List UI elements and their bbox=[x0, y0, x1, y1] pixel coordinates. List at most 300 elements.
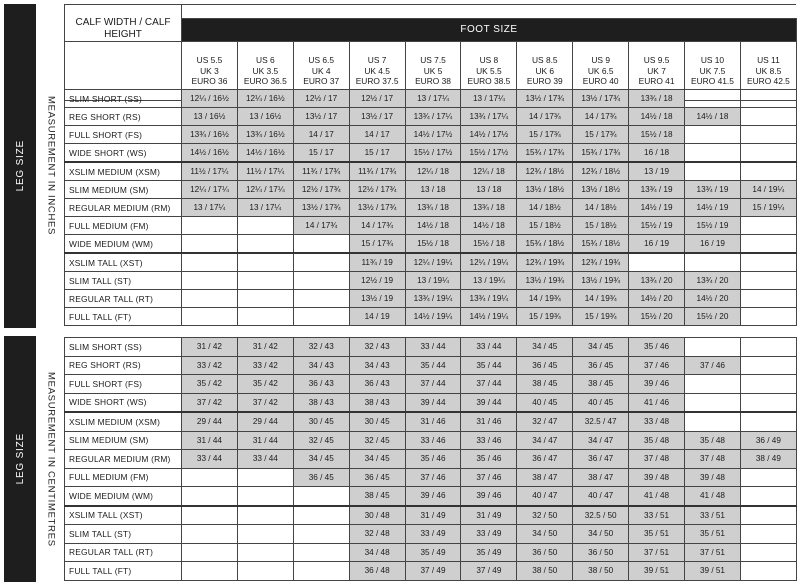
row-label: FULL TALL (FT) bbox=[65, 308, 182, 326]
table-cell: 36 / 48 bbox=[349, 562, 405, 581]
table-cell: 15½ / 20 bbox=[685, 308, 741, 326]
table-cell: 39 / 46 bbox=[405, 487, 461, 506]
size-uk: UK 3 bbox=[200, 65, 219, 76]
table-cell: 14 / 18½ bbox=[517, 199, 573, 217]
size-euro: EURO 42.5 bbox=[747, 76, 790, 87]
table-row bbox=[65, 412, 797, 431]
table-cell: 13½ / 19¾ bbox=[573, 272, 629, 290]
table-cell: 13¾ / 19¼ bbox=[461, 290, 517, 308]
table-cell: 35 / 44 bbox=[405, 356, 461, 375]
leg-size-bar-inches bbox=[4, 4, 36, 328]
table-cell bbox=[237, 468, 293, 487]
table-cell: 11¾ / 17¾ bbox=[349, 162, 405, 181]
size-uk: UK 8.5 bbox=[755, 65, 782, 76]
table-cell: 13½ / 17¾ bbox=[293, 199, 349, 217]
table-cell: 13½ / 17¾ bbox=[349, 199, 405, 217]
table-cell: 15½ / 17½ bbox=[461, 144, 517, 163]
table-cell: 15¾ / 18½ bbox=[517, 235, 573, 254]
table-cell: 34 / 43 bbox=[293, 356, 349, 375]
table-cell: 13 / 19¼ bbox=[405, 272, 461, 290]
table-cell: 35 / 48 bbox=[629, 431, 685, 450]
table-cell: 14 / 18½ bbox=[573, 199, 629, 217]
row-label: REGULAR MEDIUM (RM) bbox=[65, 199, 182, 217]
table-cell: 13¾ / 19 bbox=[685, 181, 741, 199]
table-cell: 15¾ / 17¾ bbox=[517, 144, 573, 163]
table-cell: 12½ / 17 bbox=[349, 90, 405, 108]
size-euro: EURO 37 bbox=[303, 76, 340, 87]
table-cell: 15 / 17¾ bbox=[517, 126, 573, 144]
table-cell: 14½ / 18 bbox=[405, 217, 461, 235]
table-cell: 41 / 46 bbox=[629, 393, 685, 412]
leg-size-label: LEG SIZE bbox=[14, 433, 26, 485]
table-cell: 14½ / 16½ bbox=[237, 144, 293, 163]
table-cell: 31 / 46 bbox=[461, 412, 517, 431]
table-cell: 34 / 45 bbox=[517, 338, 573, 357]
table-cell: 34 / 45 bbox=[573, 338, 629, 357]
table-cell: 39 / 51 bbox=[629, 562, 685, 581]
table-cell: 16 / 19 bbox=[629, 235, 685, 254]
table-cell: 38 / 45 bbox=[349, 487, 405, 506]
table-cell bbox=[182, 543, 238, 562]
row-label: FULL MEDIUM (FM) bbox=[65, 468, 182, 487]
table-cell bbox=[740, 235, 796, 254]
table-row bbox=[65, 338, 797, 357]
size-euro: EURO 36 bbox=[191, 76, 228, 87]
size-us: US 7 bbox=[367, 55, 387, 66]
table-cell bbox=[740, 90, 796, 108]
size-us: US 8 bbox=[479, 55, 499, 66]
table-cell bbox=[182, 487, 238, 506]
table-cell: 36 / 45 bbox=[517, 356, 573, 375]
row-label: REG SHORT (RS) bbox=[65, 108, 182, 126]
table-cell: 15 / 17 bbox=[349, 144, 405, 163]
table-cell: 39 / 44 bbox=[405, 393, 461, 412]
size-us: US 8.5 bbox=[531, 55, 558, 66]
table-cell bbox=[740, 506, 796, 525]
table-cell: 13 / 18 bbox=[461, 181, 517, 199]
table-cell: 11½ / 17¼ bbox=[182, 162, 238, 181]
table-cell: 15½ / 17½ bbox=[405, 144, 461, 163]
table-cell: 13½ / 17¾ bbox=[517, 90, 573, 108]
table-cell bbox=[629, 253, 685, 272]
table-cell: 13 / 17¼ bbox=[461, 90, 517, 108]
table-cell bbox=[740, 308, 796, 326]
table-cell: 37 / 46 bbox=[461, 468, 517, 487]
table-cell: 15 / 18½ bbox=[517, 217, 573, 235]
row-label: WIDE SHORT (WS) bbox=[65, 144, 182, 163]
table-cell: 31 / 49 bbox=[461, 506, 517, 525]
size-us: US 10 bbox=[700, 55, 725, 66]
table-cell bbox=[740, 525, 796, 544]
table-cell bbox=[182, 235, 238, 254]
table-cell: 36 / 50 bbox=[517, 543, 573, 562]
table-cell: 11¾ / 17¾ bbox=[293, 162, 349, 181]
table-cell: 13¾ / 19 bbox=[629, 181, 685, 199]
table-cell: 13¾ / 18 bbox=[405, 199, 461, 217]
table-cell: 12¾ / 18½ bbox=[573, 162, 629, 181]
table-cell bbox=[685, 126, 741, 144]
table-row bbox=[65, 562, 797, 581]
table-cell: 32 / 48 bbox=[349, 525, 405, 544]
size-chart bbox=[4, 4, 796, 582]
table-row bbox=[65, 506, 797, 525]
table-cell: 39 / 48 bbox=[629, 468, 685, 487]
table-row bbox=[65, 199, 797, 217]
table-cell: 13 / 16½ bbox=[182, 108, 238, 126]
table-cell: 13¾ / 16½ bbox=[237, 126, 293, 144]
table-cell: 35 / 51 bbox=[629, 525, 685, 544]
table-cell: 30 / 45 bbox=[293, 412, 349, 431]
table-cell: 15½ / 18 bbox=[461, 235, 517, 254]
size-euro: EURO 40 bbox=[582, 76, 619, 87]
table-cell: 14½ / 16½ bbox=[182, 144, 238, 163]
table-cell: 14 / 19 bbox=[349, 308, 405, 326]
table-cell: 15¾ / 18½ bbox=[573, 235, 629, 254]
table-cell: 35 / 46 bbox=[461, 450, 517, 469]
table-cell bbox=[740, 562, 796, 581]
table-cell: 13 / 19 bbox=[629, 162, 685, 181]
table-cell: 13 / 19¼ bbox=[461, 272, 517, 290]
size-euro: EURO 41.5 bbox=[691, 76, 734, 87]
table-cell: 14½ / 18 bbox=[629, 108, 685, 126]
table-cell: 38 / 47 bbox=[573, 468, 629, 487]
table-cell bbox=[237, 235, 293, 254]
table-cell: 37 / 42 bbox=[237, 393, 293, 412]
table-row bbox=[65, 108, 797, 126]
measurement-inches-panel bbox=[38, 4, 64, 328]
table-cell: 15½ / 18 bbox=[629, 126, 685, 144]
table-cell: 14½ / 18 bbox=[461, 217, 517, 235]
size-us: US 6 bbox=[256, 55, 275, 66]
table-cell bbox=[182, 290, 238, 308]
table-cell bbox=[740, 272, 796, 290]
table-cell: 13½ / 17 bbox=[293, 108, 349, 126]
table-cell: 15 / 17¾ bbox=[573, 126, 629, 144]
table-cell: 38 / 43 bbox=[293, 393, 349, 412]
table-cell: 36 / 43 bbox=[293, 375, 349, 394]
table-cell: 36 / 45 bbox=[573, 356, 629, 375]
table-cell bbox=[293, 543, 349, 562]
row-label: SLIM TALL (ST) bbox=[65, 272, 182, 290]
table-cell: 12¼ / 17¼ bbox=[182, 181, 238, 199]
table-cell: 15 / 17¾ bbox=[349, 235, 405, 254]
table-cell: 37 / 48 bbox=[629, 450, 685, 469]
table-cell: 15¾ / 17¾ bbox=[573, 144, 629, 163]
table-cell bbox=[237, 487, 293, 506]
table-cell: 34 / 45 bbox=[293, 450, 349, 469]
table-cell: 12¾ / 19¾ bbox=[573, 253, 629, 272]
table-cell bbox=[293, 290, 349, 308]
table-cell: 37 / 46 bbox=[405, 468, 461, 487]
table-cell: 14½ / 17½ bbox=[405, 126, 461, 144]
table-cell: 35 / 46 bbox=[629, 338, 685, 357]
leg-size-label: LEG SIZE bbox=[14, 140, 26, 192]
table-cell: 32 / 50 bbox=[517, 506, 573, 525]
table-cell bbox=[182, 308, 238, 326]
table-cell: 16 / 18 bbox=[629, 144, 685, 163]
size-us: US 5.5 bbox=[196, 55, 223, 66]
table-cell bbox=[182, 525, 238, 544]
table-cell: 13 / 17¼ bbox=[182, 199, 238, 217]
table-cell bbox=[685, 375, 741, 394]
table-cell: 14 / 17 bbox=[293, 126, 349, 144]
size-us: US 7.5 bbox=[420, 55, 446, 66]
table-cell: 12½ / 19 bbox=[349, 272, 405, 290]
table-cell: 36 / 49 bbox=[740, 431, 796, 450]
table-cell: 15½ / 19 bbox=[685, 217, 741, 235]
size-euro: EURO 41 bbox=[638, 76, 675, 87]
table-cell: 32 / 43 bbox=[293, 338, 349, 357]
table-cell: 31 / 44 bbox=[182, 431, 238, 450]
table-cell bbox=[740, 468, 796, 487]
table-row bbox=[65, 126, 797, 144]
table-cell: 38 / 50 bbox=[517, 562, 573, 581]
table-row bbox=[65, 308, 797, 326]
table-cell: 13¾ / 16½ bbox=[182, 126, 238, 144]
size-uk: UK 6.5 bbox=[587, 65, 614, 76]
table-cell bbox=[293, 235, 349, 254]
table-cell bbox=[740, 356, 796, 375]
table-cell: 31 / 42 bbox=[182, 338, 238, 357]
measurement-cms-panel bbox=[38, 336, 64, 582]
table-cell: 12½ / 17¾ bbox=[293, 181, 349, 199]
row-label: WIDE MEDIUM (WM) bbox=[65, 235, 182, 254]
table-cell: 13¾ / 20 bbox=[629, 272, 685, 290]
table-cell: 14 / 17¾ bbox=[293, 217, 349, 235]
table-cell: 35 / 42 bbox=[237, 375, 293, 394]
table-cell: 33 / 44 bbox=[461, 338, 517, 357]
table-cell: 12¼ / 19¼ bbox=[461, 253, 517, 272]
table-cell bbox=[182, 506, 238, 525]
row-label: SLIM SHORT (SS) bbox=[65, 338, 182, 357]
table-cell: 13½ / 17 bbox=[349, 108, 405, 126]
table-cell: 12¼ / 17¼ bbox=[237, 181, 293, 199]
table-row bbox=[65, 487, 797, 506]
table-cell: 14½ / 20 bbox=[685, 290, 741, 308]
table-cell: 15 / 19¾ bbox=[573, 308, 629, 326]
table-cell: 33 / 44 bbox=[405, 338, 461, 357]
table-cell: 32 / 47 bbox=[517, 412, 573, 431]
table-cell: 15 / 17 bbox=[293, 144, 349, 163]
table-cell bbox=[293, 506, 349, 525]
table-row bbox=[65, 144, 797, 163]
table-cell: 32.5 / 47 bbox=[573, 412, 629, 431]
cms-table bbox=[64, 337, 797, 581]
table-cell: 33 / 49 bbox=[405, 525, 461, 544]
table-cell: 39 / 44 bbox=[461, 393, 517, 412]
table-cell bbox=[182, 217, 238, 235]
table-row bbox=[65, 450, 797, 469]
table-cell: 34 / 47 bbox=[573, 431, 629, 450]
table-cell: 14½ / 19¼ bbox=[461, 308, 517, 326]
table-cell: 35 / 49 bbox=[461, 543, 517, 562]
row-label: REG SHORT (RS) bbox=[65, 356, 182, 375]
table-cell: 15 / 19¾ bbox=[517, 308, 573, 326]
table-cell: 36 / 47 bbox=[573, 450, 629, 469]
table-cell: 14 / 17¾ bbox=[349, 217, 405, 235]
table-cell bbox=[740, 375, 796, 394]
table-cell: 33 / 46 bbox=[405, 431, 461, 450]
table-cell bbox=[685, 338, 741, 357]
table-cell bbox=[237, 525, 293, 544]
measurement-cms-label: MEASUREMENT IN CENTIMETRES bbox=[45, 371, 57, 547]
table-cell: 13¾ / 17¼ bbox=[461, 108, 517, 126]
table-cell: 14½ / 18 bbox=[685, 108, 741, 126]
size-us: US 9.5 bbox=[643, 55, 670, 66]
table-cell bbox=[685, 393, 741, 412]
table-row bbox=[65, 162, 797, 181]
table-cell: 12¼ / 16½ bbox=[237, 90, 293, 108]
table-cell bbox=[685, 253, 741, 272]
row-label: REGULAR MEDIUM (RM) bbox=[65, 450, 182, 469]
measurement-inches-label: MEASUREMENT IN INCHES bbox=[45, 96, 57, 236]
table-cell: 14½ / 20 bbox=[629, 290, 685, 308]
table-cell: 13 / 17¼ bbox=[405, 90, 461, 108]
table-cell: 35 / 49 bbox=[405, 543, 461, 562]
table-cell: 40 / 47 bbox=[573, 487, 629, 506]
table-cell: 31 / 42 bbox=[237, 338, 293, 357]
table-cell: 13¾ / 19¼ bbox=[405, 290, 461, 308]
row-label: XSLIM TALL (XST) bbox=[65, 253, 182, 272]
table-cell: 16 / 19 bbox=[685, 235, 741, 254]
table-cell: 38 / 45 bbox=[517, 375, 573, 394]
table-cell: 31 / 44 bbox=[237, 431, 293, 450]
table-cell bbox=[237, 217, 293, 235]
table-cell: 38 / 43 bbox=[349, 393, 405, 412]
size-euro: EURO 39 bbox=[526, 76, 563, 87]
table-cell: 33 / 42 bbox=[182, 356, 238, 375]
row-label: SLIM TALL (ST) bbox=[65, 525, 182, 544]
table-cell: 31 / 46 bbox=[405, 412, 461, 431]
table-cell: 13½ / 18½ bbox=[517, 181, 573, 199]
table-cell bbox=[237, 308, 293, 326]
inches-table bbox=[64, 89, 797, 326]
table-cell: 13½ / 19 bbox=[349, 290, 405, 308]
table-cell: 40 / 47 bbox=[517, 487, 573, 506]
table-cell bbox=[740, 162, 796, 181]
table-row bbox=[65, 290, 797, 308]
table-cell bbox=[293, 308, 349, 326]
table-row bbox=[65, 181, 797, 199]
table-cell: 36 / 45 bbox=[349, 468, 405, 487]
size-euro: EURO 37.5 bbox=[355, 76, 399, 87]
table-cell bbox=[740, 412, 796, 431]
table-cell: 37 / 48 bbox=[685, 450, 741, 469]
table-cell bbox=[237, 506, 293, 525]
table-cell: 14½ / 17½ bbox=[461, 126, 517, 144]
table-cell: 33 / 51 bbox=[685, 506, 741, 525]
row-label: FULL MEDIUM (FM) bbox=[65, 217, 182, 235]
table-cell: 29 / 44 bbox=[182, 412, 238, 431]
table-cell: 37 / 51 bbox=[685, 543, 741, 562]
section-gap bbox=[4, 330, 796, 336]
header-table bbox=[64, 4, 797, 101]
table-row bbox=[65, 272, 797, 290]
table-cell: 40 / 45 bbox=[517, 393, 573, 412]
table-cell: 30 / 48 bbox=[349, 506, 405, 525]
table-cell: 15 / 18½ bbox=[573, 217, 629, 235]
table-cell: 13 / 17¼ bbox=[237, 199, 293, 217]
table-cell: 13¾ / 18 bbox=[629, 90, 685, 108]
size-uk: UK 4 bbox=[311, 65, 331, 76]
table-row bbox=[65, 431, 797, 450]
table-row bbox=[65, 217, 797, 235]
table-cell: 12¼ / 16½ bbox=[182, 90, 238, 108]
table-cell bbox=[237, 290, 293, 308]
table-cell: 12¼ / 19¼ bbox=[405, 253, 461, 272]
table-cell: 37 / 44 bbox=[405, 375, 461, 394]
table-cell: 37 / 42 bbox=[182, 393, 238, 412]
table-row bbox=[65, 468, 797, 487]
table-cell: 39 / 51 bbox=[685, 562, 741, 581]
table-cell: 39 / 46 bbox=[461, 487, 517, 506]
table-cell: 37 / 49 bbox=[461, 562, 517, 581]
size-us: US 6.5 bbox=[308, 55, 335, 66]
table-cell: 33 / 42 bbox=[237, 356, 293, 375]
table-row bbox=[65, 543, 797, 562]
table-cell bbox=[293, 562, 349, 581]
row-label: FULL SHORT (FS) bbox=[65, 375, 182, 394]
size-us: US 9 bbox=[591, 55, 610, 66]
table-cell bbox=[740, 253, 796, 272]
table-cell bbox=[182, 272, 238, 290]
table-row bbox=[65, 393, 797, 412]
table-cell bbox=[685, 144, 741, 163]
row-label: FULL TALL (FT) bbox=[65, 562, 182, 581]
table-row bbox=[65, 525, 797, 544]
table-cell: 38 / 49 bbox=[740, 450, 796, 469]
table-cell bbox=[237, 543, 293, 562]
size-uk: UK 7.5 bbox=[699, 65, 726, 76]
table-cell: 13¾ / 17¼ bbox=[405, 108, 461, 126]
table-cell: 34 / 47 bbox=[517, 431, 573, 450]
table-cell: 39 / 48 bbox=[685, 468, 741, 487]
size-euro: EURO 36.5 bbox=[243, 76, 287, 87]
row-label: FULL SHORT (FS) bbox=[65, 126, 182, 144]
table-cell: 37 / 49 bbox=[405, 562, 461, 581]
table-cell: 35 / 48 bbox=[685, 431, 741, 450]
table-cell bbox=[740, 126, 796, 144]
table-cell: 38 / 50 bbox=[573, 562, 629, 581]
table-cell bbox=[237, 562, 293, 581]
row-label: REGULAR TALL (RT) bbox=[65, 543, 182, 562]
size-us: US 11 bbox=[757, 55, 780, 66]
row-label: XSLIM TALL (XST) bbox=[65, 506, 182, 525]
foot-size-header: FOOT SIZE bbox=[182, 18, 797, 41]
table-cell bbox=[685, 90, 741, 108]
table-cell: 32.5 / 50 bbox=[573, 506, 629, 525]
table-cell: 15½ / 18 bbox=[405, 235, 461, 254]
table-cell: 15½ / 20 bbox=[629, 308, 685, 326]
table-row bbox=[65, 253, 797, 272]
table-cell: 34 / 50 bbox=[573, 525, 629, 544]
table-cell bbox=[740, 290, 796, 308]
table-cell bbox=[182, 468, 238, 487]
table-cell bbox=[293, 272, 349, 290]
table-cell: 12¾ / 18½ bbox=[517, 162, 573, 181]
table-cell: 14½ / 19 bbox=[685, 199, 741, 217]
size-uk: UK 7 bbox=[647, 65, 666, 76]
table-cell: 12¼ / 18 bbox=[405, 162, 461, 181]
row-label: REGULAR TALL (RT) bbox=[65, 290, 182, 308]
row-label: XSLIM MEDIUM (XSM) bbox=[65, 162, 182, 181]
row-label: WIDE SHORT (WS) bbox=[65, 393, 182, 412]
size-uk: UK 5.5 bbox=[476, 65, 502, 76]
table-cell: 14½ / 19¼ bbox=[405, 308, 461, 326]
table-cell bbox=[182, 253, 238, 272]
table-cell: 14 / 19¾ bbox=[573, 290, 629, 308]
table-cell: 14 / 17 bbox=[349, 126, 405, 144]
